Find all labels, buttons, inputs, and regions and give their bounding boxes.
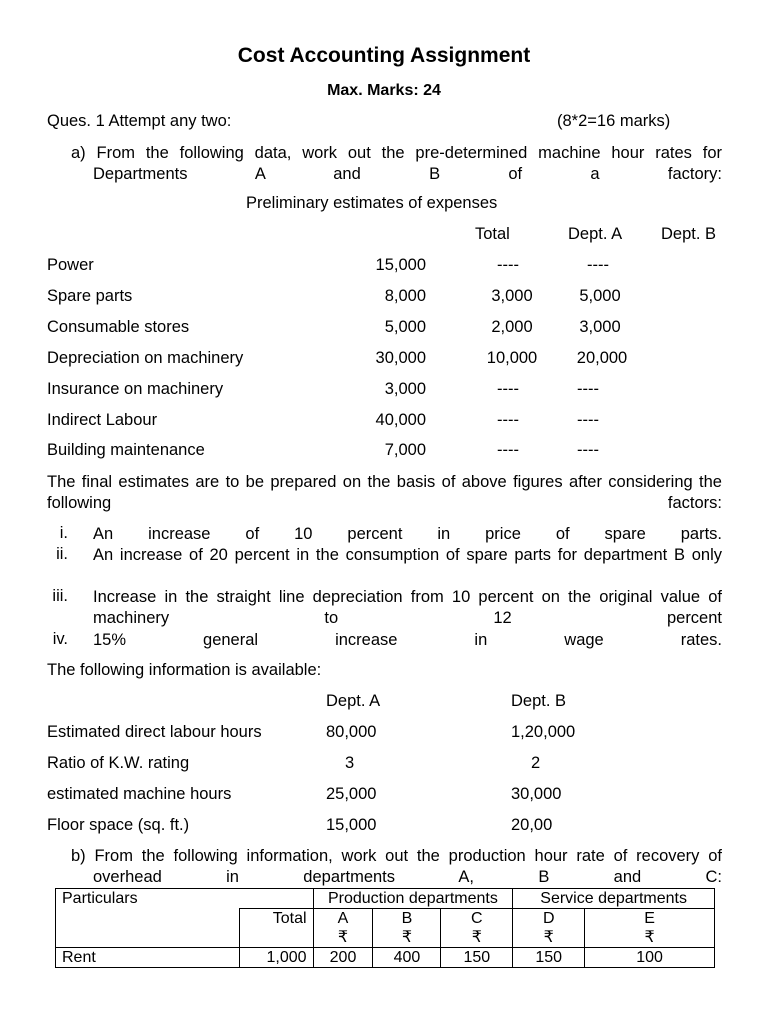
row-col-b: 2 <box>531 754 541 772</box>
row-col-b: 5,000 <box>579 287 621 305</box>
info-header-dept-a: Dept. A <box>326 692 381 710</box>
header-dept-a: Dept. A <box>568 225 623 243</box>
row-label: Insurance on machinery <box>47 380 224 398</box>
service-departments-header: Service departments <box>513 889 715 909</box>
list-item: An increase of 10 percent in price of spare parts. <box>93 525 722 543</box>
info-available-text: The following information is available: <box>47 661 322 679</box>
currency-d: ₹ <box>513 928 585 948</box>
list-item-number: iii. <box>52 587 68 605</box>
row-col-a: 25,000 <box>326 785 377 803</box>
list-item-number: ii. <box>56 545 68 563</box>
col-c-header: C <box>441 909 513 929</box>
col-d-header: D <box>513 909 585 929</box>
row-label: Indirect Labour <box>47 411 158 429</box>
header-total: Total <box>475 225 510 243</box>
row-col-b: 30,000 <box>511 785 562 803</box>
list-item-number: iv. <box>52 630 68 648</box>
col-a-header: A <box>313 909 373 929</box>
row-label: Power <box>47 256 94 274</box>
page-title: Cost Accounting Assignment <box>237 44 531 67</box>
part-b-text: b) From the following information, work out the production hour rate of recovery of overhead in departments A, B and C: <box>71 847 722 886</box>
row-label: Floor space (sq. ft.) <box>47 816 190 834</box>
row-total: 5,000 <box>384 318 426 336</box>
row-col-a: ---- <box>497 411 519 429</box>
row-col-b: 20,000 <box>576 349 628 367</box>
part-a-text: a) From the following data, work out the pre-determined machine hour rates for Departments A and B of a factory: <box>71 144 722 183</box>
row-col-a: 200 <box>313 948 373 968</box>
row-total: 40,000 <box>375 411 426 429</box>
row-total: 30,000 <box>375 349 426 367</box>
table-header-row <box>56 889 715 909</box>
particulars-header: Particulars <box>56 889 314 909</box>
currency-c: ₹ <box>441 928 513 948</box>
row-col-b: ---- <box>577 380 599 398</box>
row-label: Spare parts <box>47 287 133 305</box>
final-estimates-text: The final estimates are to be prepared on the basis of above figures after considering the following factors: <box>47 473 722 512</box>
row-label: Building maintenance <box>47 441 205 459</box>
overhead-table <box>55 888 715 968</box>
row-label: Estimated direct labour hours <box>47 723 262 741</box>
row-col-b: 1,20,000 <box>511 723 576 741</box>
row-col-b: 400 <box>373 948 441 968</box>
row-col-b: ---- <box>577 411 599 429</box>
row-total: 8,000 <box>384 287 426 305</box>
info-header-dept-b: Dept. B <box>511 692 567 710</box>
row-total: 1,000 <box>239 948 313 968</box>
row-label: Rent <box>56 948 240 968</box>
list-item: 15% general increase in wage rates. <box>93 631 722 649</box>
expenses-table-title: Preliminary estimates of expenses <box>246 194 498 212</box>
currency-a: ₹ <box>313 928 373 948</box>
row-col-b: ---- <box>577 441 599 459</box>
row-col-a: 2,000 <box>491 318 533 336</box>
row-col-a: ---- <box>497 380 519 398</box>
row-col-b: 3,000 <box>579 318 621 336</box>
blank-cell <box>56 909 240 929</box>
row-col-e: 100 <box>585 948 715 968</box>
row-col-a: ---- <box>497 441 519 459</box>
total-header: Total <box>239 909 313 929</box>
question-marks: (8*2=16 marks) <box>557 112 671 130</box>
production-departments-header: Production departments <box>313 889 513 909</box>
currency-e: ₹ <box>585 928 715 948</box>
row-label: Depreciation on machinery <box>47 349 244 367</box>
currency-b: ₹ <box>373 928 441 948</box>
list-item: Increase in the straight line depreciation from 10 percent on the original value of machinery to 12 percent <box>93 588 722 627</box>
header-dept-b: Dept. B <box>661 225 717 243</box>
col-b-header: B <box>373 909 441 929</box>
row-col-a: 80,000 <box>326 723 377 741</box>
table-subheader-row <box>56 909 715 929</box>
list-item: An increase of 20 percent in the consumption of spare parts for department B only <box>93 546 722 564</box>
table-currency-row <box>56 928 715 948</box>
row-col-a: 3 <box>345 754 355 772</box>
row-label: Consumable stores <box>47 318 190 336</box>
row-label: Ratio of K.W. rating <box>47 754 190 772</box>
row-total: 7,000 <box>384 441 426 459</box>
row-label: estimated machine hours <box>47 785 232 803</box>
max-marks: Max. Marks: 24 <box>327 82 441 99</box>
row-col-a: ---- <box>497 256 519 274</box>
row-col-b: 20,00 <box>511 816 553 834</box>
row-col-b: ---- <box>587 256 609 274</box>
row-col-d: 150 <box>513 948 585 968</box>
list-item-number: i. <box>59 524 68 542</box>
row-col-c: 150 <box>441 948 513 968</box>
row-col-a: 3,000 <box>491 287 533 305</box>
row-col-a: 15,000 <box>326 816 377 834</box>
col-e-header: E <box>585 909 715 929</box>
row-total: 15,000 <box>375 256 426 274</box>
row-col-a: 10,000 <box>486 349 538 367</box>
row-total: 3,000 <box>384 380 426 398</box>
blank-cell <box>239 928 313 948</box>
blank-cell <box>56 928 240 948</box>
question-label: Ques. 1 Attempt any two: <box>47 112 232 130</box>
table-row <box>56 948 715 968</box>
